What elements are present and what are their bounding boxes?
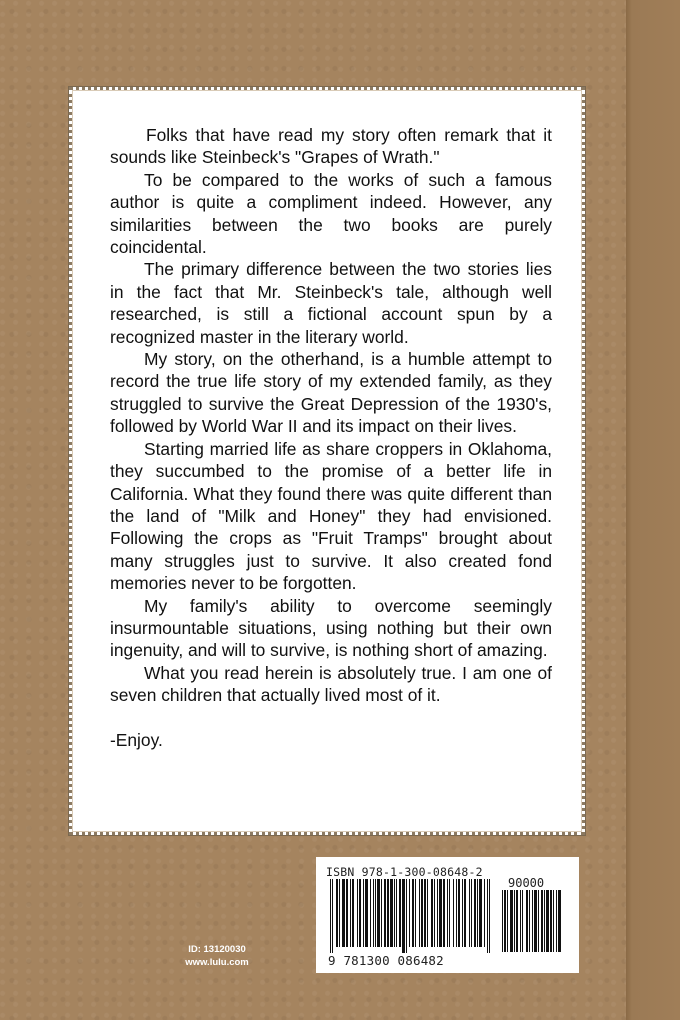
barcode-bar: [387, 879, 389, 947]
barcode-bar: [375, 879, 376, 947]
barcode-bar: [484, 879, 485, 947]
blurb-paragraph-4: My story, on the otherhand, is a humble attempt to record the true life story of my extended family, as they struggled to survive the Great Depression of the 1930's, followed by World War II and its impact on their lives.: [110, 349, 552, 437]
barcode-bar: [526, 890, 528, 952]
barcode-bar: [390, 879, 393, 947]
barcode-bar: [412, 879, 414, 947]
barcode-bar: [377, 879, 380, 947]
barcode-bar: [464, 879, 466, 947]
barcode-bar: [538, 890, 539, 952]
barcode-bar: [406, 879, 407, 953]
barcode-bar: [471, 879, 472, 947]
barcode-bar: [359, 879, 361, 947]
barcode-bar: [394, 879, 395, 947]
barcode-bar: [510, 890, 513, 952]
barcode-bar: [402, 879, 405, 953]
barcode-bar: [479, 879, 482, 947]
barcode-bar: [431, 879, 433, 947]
barcode-bar: [514, 890, 515, 952]
barcode-bar: [427, 879, 428, 947]
addon-barcode-bars: [502, 890, 570, 962]
barcode-bar: [553, 890, 554, 952]
barcode-bar: [477, 879, 478, 947]
barcode-bar: [437, 879, 438, 947]
barcode-bar: [409, 879, 410, 947]
barcode-bar: [443, 879, 445, 947]
barcode-bar: [384, 879, 386, 947]
blurb-paragraph-1: Folks that have read my story often remark that it sounds like Steinbeck's "Grapes of Wrath.": [110, 125, 552, 168]
barcode-bar: [434, 879, 435, 947]
barcode-bar: [474, 879, 476, 947]
signoff: -Enjoy.: [110, 729, 163, 750]
barcode-bar: [469, 879, 470, 947]
barcode-bar: [458, 879, 460, 947]
barcode-bar: [350, 879, 351, 947]
barcode-bar: [357, 879, 358, 947]
price-code: 90000: [508, 876, 545, 890]
barcode-bar: [507, 890, 508, 952]
barcode-bar: [332, 879, 333, 953]
barcode-bar: [456, 879, 457, 947]
barcode-bar: [419, 879, 420, 947]
barcode-bar: [365, 879, 368, 947]
barcode-bar: [516, 890, 518, 952]
barcode-bar: [449, 879, 450, 947]
barcode-bar: [424, 879, 426, 947]
barcode-bar: [556, 890, 557, 952]
barcode-bar: [330, 879, 331, 953]
barcode-bar: [502, 890, 503, 952]
blurb-paragraph-6: My family's ability to overcome seemingly insurmountable situations, using nothing but their own ingenuity, and will to survive, is nothing short of amazing.: [110, 595, 552, 661]
publisher-website: www.lulu.com: [185, 957, 249, 968]
barcode-bar: [550, 890, 552, 952]
barcode-bar: [342, 879, 345, 947]
publisher-id: ID: 13120030: [188, 944, 246, 955]
ean-barcode-bars: [330, 879, 496, 955]
barcode-bar: [336, 879, 338, 947]
barcode-bar: [339, 879, 340, 947]
barcode-bar: [370, 879, 371, 947]
barcode-bar: [381, 879, 382, 947]
barcode-bar: [546, 890, 549, 952]
ean-digits: 9 781300 086482: [328, 953, 444, 968]
barcode-bar: [373, 879, 374, 947]
back-cover-text-panel: [69, 87, 585, 835]
barcode-bar: [489, 879, 490, 953]
barcode-bar: [529, 890, 530, 952]
isbn-label: ISBN 978-1-300-08648-2: [326, 865, 483, 879]
barcode-bar: [453, 879, 454, 947]
barcode-bar: [415, 879, 416, 947]
barcode-bar: [396, 879, 397, 947]
barcode-bar: [399, 879, 401, 947]
blurb-paragraph-7: What you read herein is absolutely true. I am one of seven children that actually lived most of it.: [110, 662, 552, 706]
barcode-bar: [462, 879, 463, 947]
publisher-info: [172, 943, 262, 969]
barcode-bar: [558, 890, 561, 952]
barcode-bar: [447, 879, 448, 947]
blurb-paragraph-5: Starting married life as share croppers in Oklahoma, they succumbed to the promise of a better life in California. What they found there was quite different than the land of "Milk and Honey" they had envisioned. Following the crops as "Fruit Tramps" brought about many struggles just to survive. It also created fond memories never to be forgotten.: [110, 438, 552, 594]
barcode-bar: [421, 879, 423, 947]
barcode-bar: [363, 879, 364, 947]
barcode-bar: [352, 879, 354, 947]
barcode-bar: [541, 890, 543, 952]
barcode-bar: [534, 890, 537, 952]
barcode-bar: [504, 890, 506, 952]
barcode-bar: [532, 890, 533, 952]
barcode-bar: [439, 879, 442, 947]
isbn-barcode: [316, 857, 579, 973]
blurb-paragraph-2: To be compared to the works of such a famous author is quite a compliment indeed. However, any similarities between the two books are purely coincidental.: [110, 169, 552, 258]
spine-shadow: [626, 0, 680, 1020]
barcode-bar: [520, 890, 521, 952]
blurb-paragraph-3: The primary difference between the two stories lies in the fact that Mr. Steinbeck's tale, although well researched, is still a fictional account spun by a recognized master in the literary world.: [110, 259, 552, 347]
barcode-bar: [487, 879, 488, 953]
barcode-bar: [544, 890, 545, 952]
barcode-bar: [522, 890, 523, 952]
blurb-body: [110, 124, 552, 751]
barcode-bar: [346, 879, 348, 947]
